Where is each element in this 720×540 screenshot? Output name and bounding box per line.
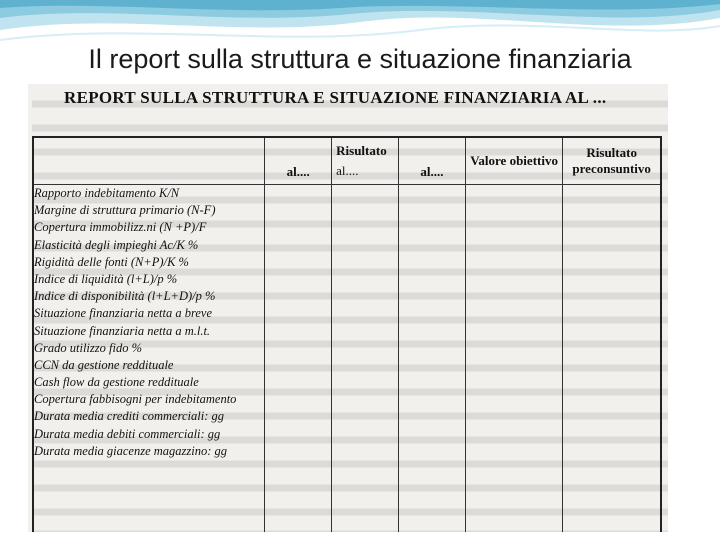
header-col-4 [465, 137, 563, 185]
list-item: Copertura fabbisogni per indebitamento [34, 392, 237, 407]
table-body-row [33, 185, 661, 533]
header-col-2-bottom: al.... [336, 163, 359, 178]
list-item: Durata media giacenze magazzino: gg [34, 443, 228, 458]
header-col-4-label: Valore obiettivo [470, 153, 558, 168]
list-item: Grado utilizzo fido % [34, 340, 142, 355]
list-item: Indice di liquidità (l+L)/p % [34, 271, 178, 286]
list-item: CCN da gestione reddituale [34, 357, 174, 372]
header-col-5 [563, 137, 661, 185]
header-col-1 [265, 137, 332, 185]
value-cell-col-2 [332, 185, 399, 533]
list-item: Situazione finanziaria netta a breve [34, 306, 212, 321]
list-item: Margine di struttura primario (N-F) [34, 203, 216, 218]
value-cell-col-1 [265, 185, 332, 533]
value-cell-col-3 [398, 185, 465, 533]
header-col-3-label: al.... [420, 164, 444, 179]
report-title: REPORT SULLA STRUTTURA E SITUAZIONE FINANZIARIA AL ... [64, 88, 607, 107]
slide-title: Il report sulla struttura e situazione finanziaria [88, 44, 632, 74]
indicator-list [33, 185, 265, 533]
value-cell-col-4 [465, 185, 563, 533]
value-cell-col-5 [563, 185, 661, 533]
list-item: Rigidità delle fonti (N+P)/K % [34, 254, 189, 269]
report-table [32, 136, 662, 532]
header-col-2-top: Risultato [336, 143, 387, 158]
list-item: Situazione finanziaria netta a m.l.t. [34, 323, 211, 338]
header-indicator-col [33, 137, 265, 185]
header-col-1-label: al.... [286, 164, 310, 179]
table-header-row [33, 137, 661, 185]
list-item: Durata media crediti commerciali: gg [34, 409, 225, 424]
scanned-report-image [28, 84, 668, 532]
list-item: Durata media debiti commerciali: gg [34, 426, 221, 441]
list-item: Cash flow da gestione reddituale [34, 375, 199, 390]
header-col-3 [398, 137, 465, 185]
header-col-2 [332, 137, 399, 185]
header-col-5-label: Risultato preconsuntivo [572, 145, 651, 176]
list-item: Rapporto indebitamento K/N [34, 186, 180, 200]
list-item: Indice di disponibilità (l+L+D)/p % [34, 289, 216, 304]
list-item: Elasticità degli impieghi Ac/K % [34, 237, 199, 252]
list-item: Copertura immobilizz.ni (N +P)/F [34, 220, 207, 235]
